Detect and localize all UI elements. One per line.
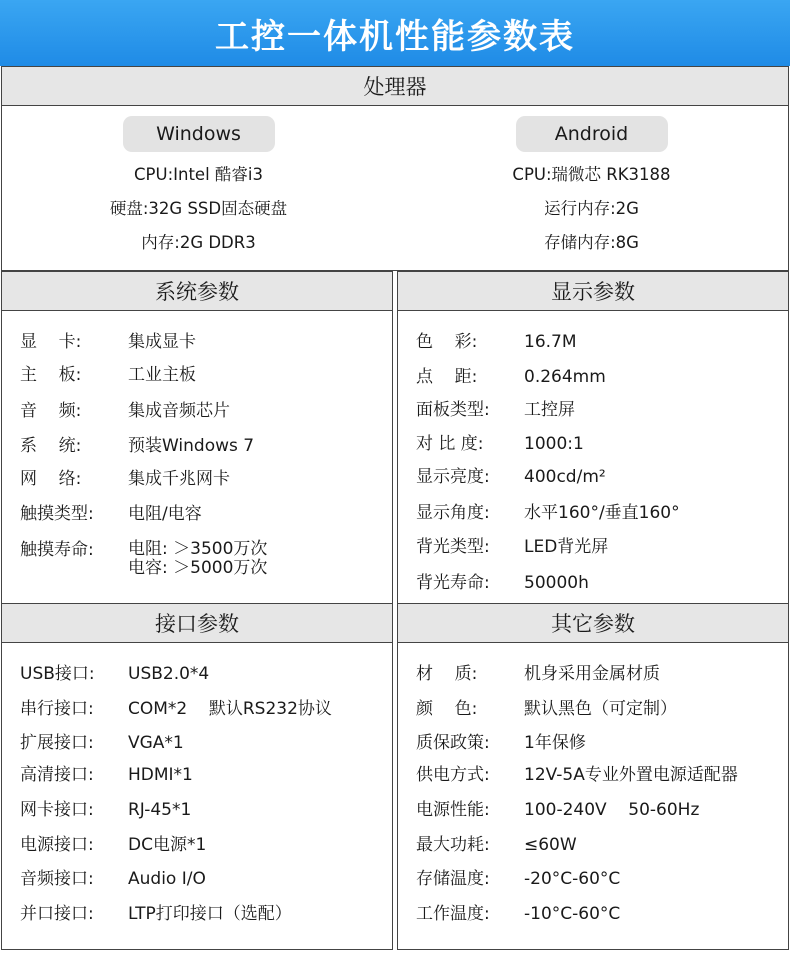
spec-key: 触摸类型: xyxy=(20,504,94,524)
spec-value: DC电源*1 xyxy=(128,835,207,855)
processor-header: 处理器 xyxy=(2,67,788,106)
spec-value: 12V-5A专业外置电源适配器 xyxy=(524,765,738,785)
spec-row xyxy=(20,365,384,386)
spec-value: 100-240V 50-60Hz xyxy=(524,800,700,820)
spec-row xyxy=(416,765,780,786)
spec-row xyxy=(416,800,780,821)
spec-key: 串行接口: xyxy=(20,699,94,719)
spec-key: 电源接口: xyxy=(20,835,94,855)
page-title: 工控一体机性能参数表 xyxy=(0,0,790,66)
spec-value: -10°C-60°C xyxy=(524,904,621,924)
windows-cpu: CPU:Intel 酷睿i3 xyxy=(134,165,263,184)
spec-row xyxy=(20,540,384,578)
spec-value: 1年保修 xyxy=(524,733,586,753)
spec-key: 材 质: xyxy=(416,664,478,684)
spec-value: 0.264mm xyxy=(524,367,606,387)
spec-row xyxy=(20,436,384,457)
spec-key: 面板类型: xyxy=(416,400,490,420)
spec-key: 触摸寿命: xyxy=(20,540,94,560)
spec-value: 50000h xyxy=(524,573,589,593)
spec-value: 工控屏 xyxy=(524,400,575,420)
spec-row xyxy=(20,765,384,786)
spec-key: 音频接口: xyxy=(20,869,94,889)
spec-row xyxy=(416,904,780,925)
windows-memory: 内存:2G DDR3 xyxy=(141,233,256,252)
spec-row xyxy=(416,503,780,524)
spec-key: 背光寿命: xyxy=(416,573,490,593)
spec-row xyxy=(20,469,384,490)
spec-value: 电阻: ＞3500万次 xyxy=(128,539,268,559)
spec-value: 工业主板 xyxy=(128,365,196,385)
spec-row xyxy=(416,332,780,353)
spec-key: 扩展接口: xyxy=(20,733,94,753)
spec-row xyxy=(416,699,780,720)
spec-row xyxy=(416,400,780,421)
spec-value: Audio I/O xyxy=(128,869,206,889)
spec-key: 存储温度: xyxy=(416,869,490,889)
spec-key: 色 彩: xyxy=(416,332,478,352)
spec-value: LED背光屏 xyxy=(524,537,609,557)
spec-value: HDMI*1 xyxy=(128,765,193,785)
android-ram: 运行内存:2G xyxy=(544,199,639,218)
spec-value: 集成显卡 xyxy=(128,332,196,352)
spec-value: 集成千兆网卡 xyxy=(128,469,230,489)
spec-row xyxy=(416,367,780,388)
spec-key: 音 频: xyxy=(20,401,82,421)
spec-value: RJ-45*1 xyxy=(128,800,192,820)
android-storage: 存储内存:8G xyxy=(544,233,639,252)
spec-row xyxy=(416,835,780,856)
spec-key: 电源性能: xyxy=(416,800,490,820)
spec-value: VGA*1 xyxy=(128,733,184,753)
spec-key: 工作温度: xyxy=(416,904,490,924)
spec-key: 供电方式: xyxy=(416,765,490,785)
spec-value: 机身采用金属材质 xyxy=(524,664,660,684)
spec-row xyxy=(416,537,780,558)
spec-value: USB2.0*4 xyxy=(128,664,210,684)
system-header: 系统参数 xyxy=(2,272,392,311)
spec-key: 对 比 度: xyxy=(416,434,484,454)
processor-section xyxy=(1,66,789,271)
spec-row xyxy=(20,699,384,720)
spec-value: 电阻/电容 xyxy=(128,504,202,524)
spec-key: 显示角度: xyxy=(416,503,490,523)
display-header: 显示参数 xyxy=(398,272,788,311)
spec-row xyxy=(416,869,780,890)
spec-key: 系 统: xyxy=(20,436,82,456)
spec-row xyxy=(20,332,384,353)
spec-row xyxy=(20,401,384,422)
spec-key: 质保政策: xyxy=(416,733,490,753)
spec-key: 网 络: xyxy=(20,469,82,489)
spec-key: 显示亮度: xyxy=(416,467,490,487)
system-section xyxy=(1,271,393,604)
others-header: 其它参数 xyxy=(398,604,788,643)
spec-value: 预装Windows 7 xyxy=(128,436,255,456)
spec-row xyxy=(20,835,384,856)
spec-key: 颜 色: xyxy=(416,699,478,719)
spec-value-2: 电容: ＞5000万次 xyxy=(128,558,268,578)
interfaces-header: 接口参数 xyxy=(2,604,392,643)
spec-row xyxy=(416,573,780,594)
spec-key: 最大功耗: xyxy=(416,835,490,855)
spec-key: 背光类型: xyxy=(416,537,490,557)
android-column xyxy=(395,116,788,260)
spec-row xyxy=(416,733,780,754)
spec-value: 16.7M xyxy=(524,332,577,352)
spec-value: 集成音频芯片 xyxy=(128,401,230,421)
spec-key: 点 距: xyxy=(416,367,478,387)
spec-value: 水平160°/垂直160° xyxy=(524,503,680,523)
spec-row xyxy=(20,869,384,890)
windows-label: Windows xyxy=(123,116,275,152)
spec-key: 并口接口: xyxy=(20,904,94,924)
others-section xyxy=(397,603,789,950)
spec-key: USB接口: xyxy=(20,664,95,684)
spec-value: COM*2 默认RS232协议 xyxy=(128,699,332,719)
spec-value: ≤60W xyxy=(524,835,577,855)
spec-value: 400cd/m² xyxy=(524,467,606,487)
spec-value: 1000:1 xyxy=(524,434,584,454)
spec-value: -20°C-60°C xyxy=(524,869,621,889)
spec-value: LTP打印接口（选配） xyxy=(128,904,292,924)
spec-row xyxy=(20,904,384,925)
spec-row xyxy=(416,664,780,685)
spec-row xyxy=(20,733,384,754)
android-label: Android xyxy=(516,116,668,152)
spec-row xyxy=(20,664,384,685)
windows-storage: 硬盘:32G SSD固态硬盘 xyxy=(109,199,288,218)
spec-key: 主 板: xyxy=(20,365,82,385)
spec-key: 网卡接口: xyxy=(20,800,94,820)
android-cpu: CPU:瑞微芯 RK3188 xyxy=(512,165,671,184)
spec-key: 显 卡: xyxy=(20,332,82,352)
spec-row xyxy=(20,800,384,821)
interfaces-section xyxy=(1,603,393,950)
windows-column xyxy=(2,116,395,260)
spec-row xyxy=(20,504,384,525)
spec-value: 默认黑色（可定制） xyxy=(524,699,677,719)
spec-row xyxy=(416,434,780,455)
display-section xyxy=(397,271,789,604)
spec-key: 高清接口: xyxy=(20,765,94,785)
spec-row xyxy=(416,467,780,488)
